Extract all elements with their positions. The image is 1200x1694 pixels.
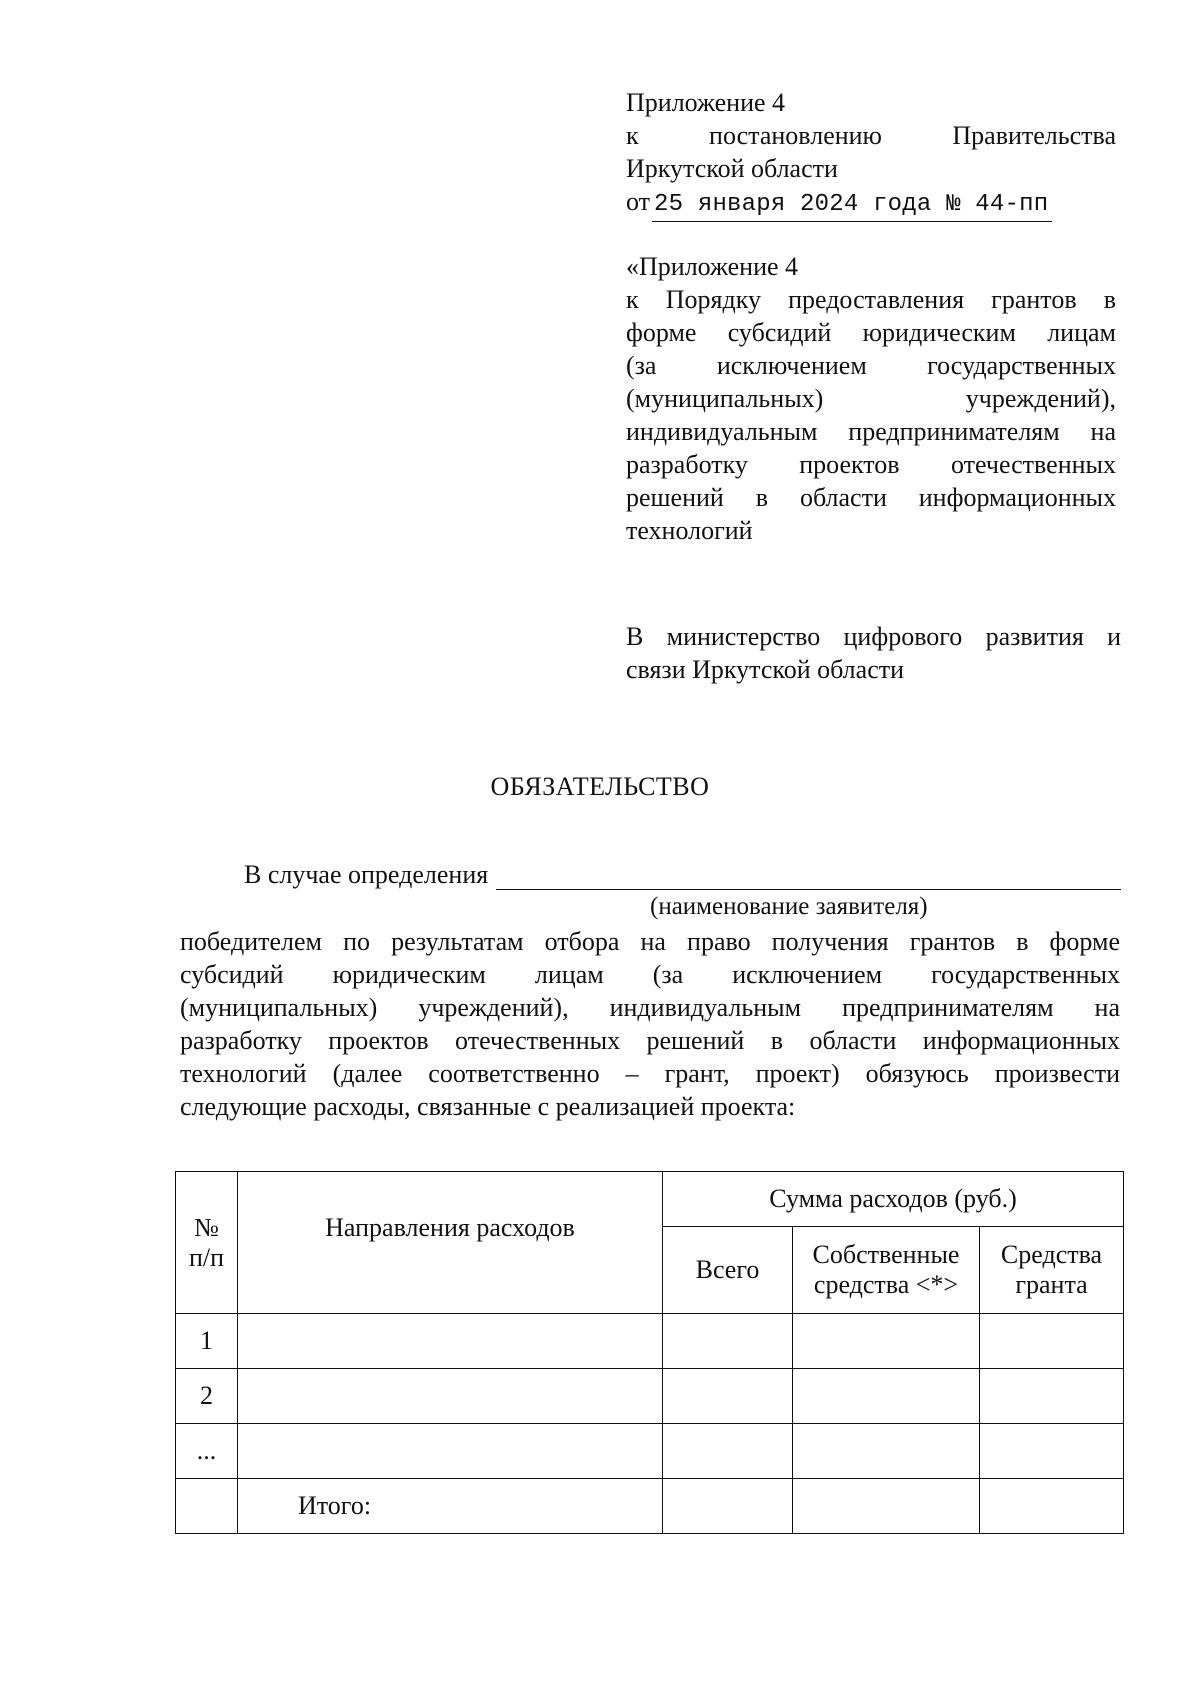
header-grant-funds: Средства гранта	[980, 1227, 1124, 1314]
paragraph-line: (муниципальных) учреждений), индивидуальным предпринимателям на	[180, 993, 1120, 1022]
applicant-row	[244, 860, 1121, 890]
order-appendix-line: (за исключением государственных	[626, 351, 1116, 380]
row-number-empty	[176, 1479, 238, 1534]
grant-funds-cell[interactable]	[980, 1424, 1124, 1479]
total-label: Итого:	[238, 1479, 663, 1534]
order-appendix-line: (муниципальных) учреждений),	[626, 384, 1116, 413]
resolution-date: 25 января 2024 года № 44-пп	[652, 188, 1052, 222]
date-prefix: от	[626, 187, 651, 216]
total-cell[interactable]	[663, 1314, 793, 1369]
order-appendix-line: индивидуальным предпринимателям на	[626, 417, 1116, 446]
appendix-number: Приложение 4	[626, 88, 786, 117]
order-appendix-line: «Приложение 4	[626, 252, 799, 281]
appendix-word: к	[626, 121, 639, 150]
paragraph-line: субсидий юридическим лицам (за исключением государственных	[180, 960, 1120, 989]
total-cell[interactable]	[663, 1424, 793, 1479]
order-appendix-line: технологий	[626, 516, 753, 545]
grant-funds-cell[interactable]	[980, 1369, 1124, 1424]
appendix-word: постановлению	[709, 121, 882, 150]
addressee-block	[626, 620, 1121, 686]
paragraph-line: разработку проектов отечественных решений в области информационных	[180, 1026, 1120, 1055]
applicant-name-blank[interactable]	[496, 863, 1121, 890]
table-header-row	[176, 1172, 1124, 1227]
table-row	[176, 1424, 1124, 1479]
total-cell[interactable]	[663, 1369, 793, 1424]
appendix-date-row	[626, 185, 1116, 222]
table-total-row	[176, 1479, 1124, 1534]
appendix-resolution-line	[626, 119, 1116, 152]
own-funds-cell[interactable]	[793, 1369, 980, 1424]
order-appendix-line: разработку проектов отечественных	[626, 450, 1116, 479]
table-row	[176, 1314, 1124, 1369]
row-number: 2	[176, 1369, 238, 1424]
order-appendix-line: к Порядку предоставления грантов в	[626, 285, 1116, 314]
order-appendix-header	[626, 250, 1116, 547]
appendix-word: Правительства	[952, 121, 1117, 150]
addressee-line: В министерство цифрового развития и	[626, 622, 1121, 651]
grant-funds-cell[interactable]	[980, 1479, 1124, 1534]
direction-cell[interactable]	[238, 1314, 663, 1369]
row-number: 1	[176, 1314, 238, 1369]
paragraph-line: победителем по результатам отбора на право получения грантов в форме	[180, 927, 1120, 956]
paragraph-line: следующие расходы, связанные с реализацией проекта:	[180, 1092, 796, 1121]
header-sum-group: Сумма расходов (руб.)	[663, 1172, 1124, 1227]
header-total: Всего	[663, 1227, 793, 1314]
total-cell[interactable]	[663, 1479, 793, 1534]
intro-text: В случае определения	[244, 860, 489, 889]
appendix-header	[626, 86, 1116, 222]
header-num: № п/п	[176, 1172, 238, 1314]
own-funds-cell[interactable]	[793, 1314, 980, 1369]
document-title: ОБЯЗАТЕЛЬСТВО	[490, 772, 710, 801]
grant-funds-cell[interactable]	[980, 1314, 1124, 1369]
paragraph-line: технологий (далее соответственно – грант, проект) обязуюсь произвести	[180, 1059, 1120, 1088]
header-direction: Направления расходов	[238, 1172, 663, 1314]
own-funds-cell[interactable]	[793, 1479, 980, 1534]
addressee-line: связи Иркутской области	[626, 655, 905, 684]
applicant-name-hint: (наименование заявителя)	[650, 893, 928, 920]
direction-cell[interactable]	[238, 1424, 663, 1479]
appendix-region: Иркутской области	[626, 154, 838, 183]
table-row	[176, 1369, 1124, 1424]
header-own-funds: Собственные средства <*>	[793, 1227, 980, 1314]
direction-cell[interactable]	[238, 1369, 663, 1424]
row-number: ...	[176, 1424, 238, 1479]
own-funds-cell[interactable]	[793, 1424, 980, 1479]
order-appendix-line: форме субсидий юридическим лицам	[626, 318, 1116, 347]
order-appendix-line: решений в области информационных	[626, 483, 1116, 512]
obligation-paragraph	[180, 925, 1120, 1123]
expense-table	[175, 1171, 1124, 1534]
